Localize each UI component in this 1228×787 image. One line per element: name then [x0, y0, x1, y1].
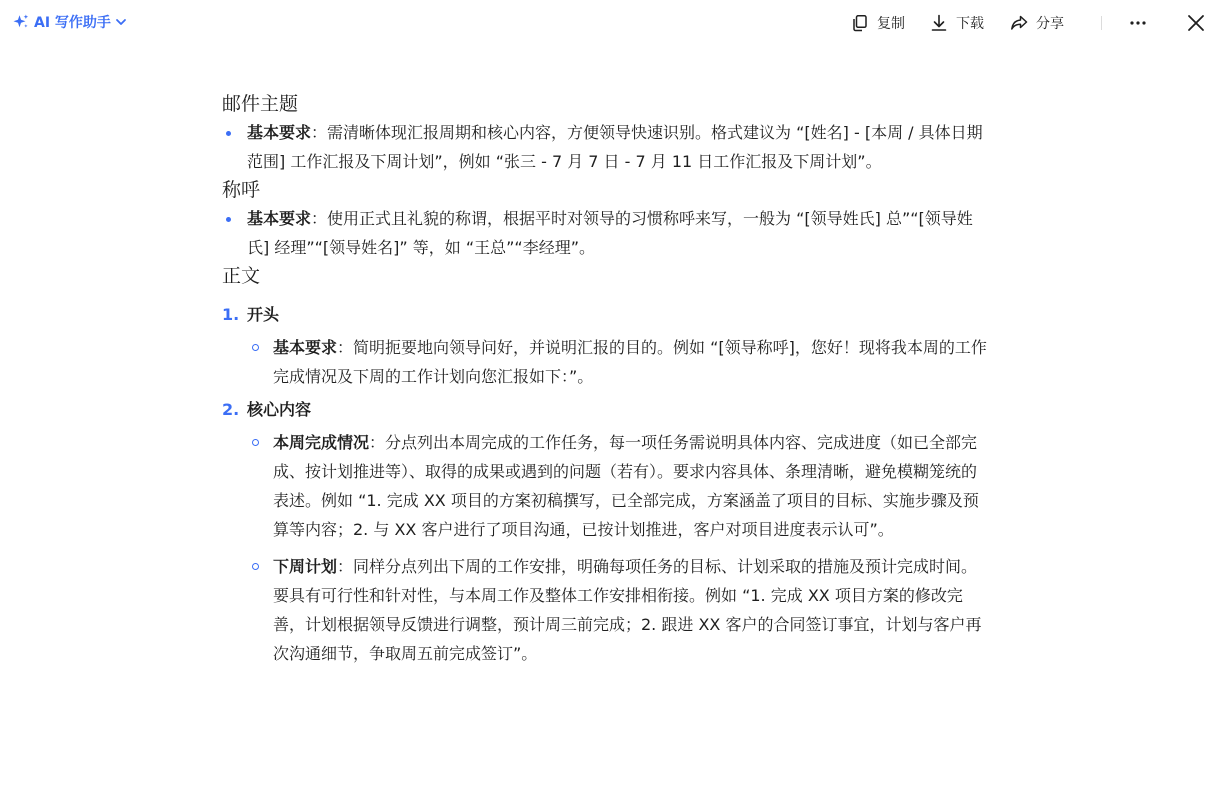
bullet-label: 基本要求	[247, 209, 312, 228]
section-title-subject: 邮件主题	[222, 93, 299, 115]
more-button[interactable]	[1128, 13, 1148, 33]
more-icon	[1128, 13, 1148, 33]
subject-bullet-list	[222, 118, 992, 176]
bullet-text: ：需清晰体现汇报周期和核心内容，方便领导快速识别。格式建议为 “[姓名] - [本周 / 具体日期范围] 工作汇报及下周计划”，例如 “张三 - 7 月 7 日 - 7 月 11 日工作汇报及下周计划”。	[247, 123, 983, 171]
section-title-salutation: 称呼	[222, 179, 261, 201]
toolbar-actions	[851, 10, 1228, 36]
sub-label: 基本要求	[273, 338, 338, 357]
list-item	[247, 333, 992, 391]
close-icon[interactable]	[1186, 13, 1206, 33]
list-item	[247, 552, 992, 668]
sparkle-icon	[12, 13, 30, 31]
sub-text: ：同样分点列出下周的工作安排，明确每项任务的目标、计划采取的措施及预计完成时间。要具有可行性和针对性，与本周工作及整体工作安排相衔接。例如 “1. 完成 XX 项目方案的修改完善，计划根据领导反馈进行调整，预计周三前完成；2. 跟进 XX 客户的合同签订事宜，计划与客户再次沟通细节，争取周五前完成签订”。	[273, 557, 982, 663]
list-item	[247, 428, 992, 544]
item-title: 核心内容	[247, 400, 312, 419]
share-icon	[1010, 14, 1028, 32]
download-label: 下载	[956, 16, 984, 32]
sub-list	[247, 428, 992, 668]
share-button[interactable]	[1010, 13, 1064, 33]
share-label: 分享	[1036, 16, 1064, 32]
download-icon	[930, 14, 948, 32]
bullet-text: ：使用正式且礼貌的称谓，根据平时对领导的习惯称呼来写，一般为 “[领导姓氏] 总”“[领导姓氏] 经理”“[领导姓名]” 等，如 “王总”“李经理”。	[247, 209, 973, 257]
salutation-bullet-list	[222, 204, 992, 262]
toolbar-divider	[1101, 16, 1102, 30]
item-number: 1.	[222, 305, 240, 324]
top-bar	[0, 0, 1228, 46]
sub-label: 下周计划	[273, 557, 338, 576]
chevron-down-icon	[115, 16, 127, 28]
item-title: 开头	[247, 305, 280, 324]
document-content	[222, 90, 992, 676]
sub-label: 本周完成情况	[273, 433, 370, 452]
numbered-item-opening	[222, 300, 992, 391]
sub-text: ：分点列出本周完成的工作任务，每一项任务需说明具体内容、完成进度（如已全部完成、按计划推进等）、取得的成果或遇到的问题（若有）。要求内容具体、条理清晰，避免模糊笼统的表述。例如 “1. 完成 XX 项目的方案初稿撰写，已全部完成，方案涵盖了项目的目标、实施步骤及预算等内容；2. 与 XX 客户进行了项目沟通，已按计划推进，客户对项目进度表示认可”。	[273, 433, 979, 539]
brand-label: AI 写作助手	[34, 15, 111, 31]
download-button[interactable]	[930, 13, 984, 33]
ai-writing-assistant-menu[interactable]	[12, 12, 127, 32]
item-number: 2.	[222, 400, 240, 419]
sub-list	[247, 333, 992, 391]
copy-button[interactable]	[851, 13, 905, 33]
bullet-label: 基本要求	[247, 123, 312, 142]
numbered-item-core-content	[222, 395, 992, 668]
copy-label: 复制	[877, 16, 905, 32]
sub-text: ：简明扼要地向领导问好，并说明汇报的目的。例如 “[领导称呼]，您好！现将我本周的工作完成情况及下周的工作计划向您汇报如下：”。	[273, 338, 987, 386]
body-numbered-list	[222, 300, 992, 668]
section-title-body: 正文	[222, 265, 261, 287]
copy-icon	[851, 14, 869, 32]
list-item	[222, 118, 992, 176]
list-item	[222, 204, 992, 262]
